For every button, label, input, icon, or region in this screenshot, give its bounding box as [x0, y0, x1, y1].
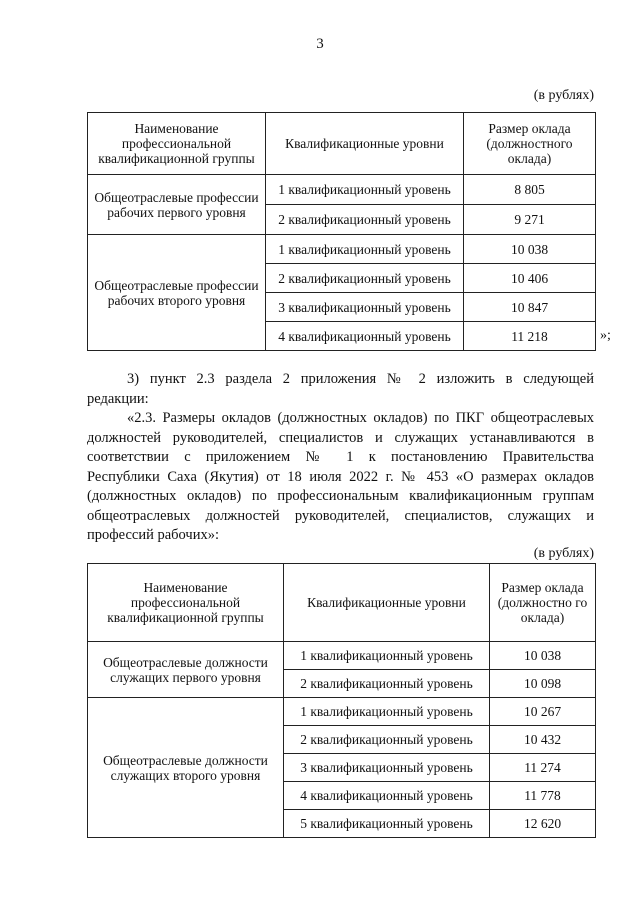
salary-cell: 11 274: [490, 754, 596, 782]
paragraph-line: 3) пункт 2.3 раздела 2 приложения № 2 изложить в следующей: [127, 371, 594, 387]
level-cell: 1 квалификационный уровень: [266, 235, 464, 264]
salary-cell: 9 271: [464, 205, 596, 235]
salary-cell: 11 778: [490, 782, 596, 810]
table-row: [88, 642, 596, 670]
salary-cell: 10 406: [464, 264, 596, 293]
table2-header-row: [88, 564, 596, 642]
paragraph-line: «2.3. Размеры окладов (должностных окладов) по ПКГ общеотраслевых: [127, 410, 594, 426]
table1-header-group: Наименование профессиональной квалификационной группы: [88, 113, 266, 175]
level-cell: 1 квалификационный уровень: [284, 642, 490, 670]
level-cell: 5 квалификационный уровень: [284, 810, 490, 838]
level-cell: 4 квалификационный уровень: [284, 782, 490, 810]
salary-cell: 10 432: [490, 726, 596, 754]
table2-header-salary: Размер оклада (должностно го оклада): [490, 564, 596, 642]
table-row: [88, 175, 596, 205]
group-name-cell: Общеотраслевые профессии рабочих второго уровня: [88, 235, 266, 351]
table2-unit-label: (в рублях): [533, 546, 594, 561]
table1-salary-table: [87, 112, 596, 351]
salary-cell: 8 805: [464, 175, 596, 205]
table2-salary-table: [87, 563, 596, 838]
table1-header-level: Квалификационные уровни: [266, 113, 464, 175]
paragraph-line: соответствии с приложением № 1 к постановлению Правительства: [87, 449, 594, 465]
page-number: 3: [316, 36, 324, 52]
salary-cell: 10 098: [490, 670, 596, 698]
group-name-cell: Общеотраслевые профессии рабочих первого уровня: [88, 175, 266, 235]
salary-cell: 10 267: [490, 698, 596, 726]
level-cell: 1 квалификационный уровень: [266, 175, 464, 205]
salary-cell: 10 847: [464, 293, 596, 322]
group-name-cell: Общеотраслевые должности служащих второго уровня: [88, 698, 284, 838]
table1-header-row: [88, 113, 596, 175]
group-name-cell: Общеотраслевые должности служащих первого уровня: [88, 642, 284, 698]
level-cell: 3 квалификационный уровень: [266, 293, 464, 322]
table1-closing-quote: »;: [600, 328, 611, 343]
salary-cell: 11 218: [464, 322, 596, 351]
paragraph-line: общеотраслевых должностей руководителей, специалистов, служащих и: [87, 507, 594, 524]
level-cell: 1 квалификационный уровень: [284, 698, 490, 726]
salary-cell: 12 620: [490, 810, 596, 838]
paragraph-line: (должностных окладов) по профессиональным квалификационным группам: [87, 488, 594, 504]
paragraph-line: должностей руководителей, специалистов и служащих устанавливаются в: [87, 429, 594, 446]
level-cell: 4 квалификационный уровень: [266, 322, 464, 351]
table2-header-level: Квалификационные уровни: [284, 564, 490, 642]
level-cell: 2 квалификационный уровень: [284, 726, 490, 754]
salary-cell: 10 038: [464, 235, 596, 264]
table1-header-salary: Размер оклада (должностного оклада): [464, 113, 596, 175]
table-row: [88, 698, 596, 726]
level-cell: 2 квалификационный уровень: [266, 205, 464, 235]
table1-unit-label: (в рублях): [533, 88, 594, 103]
salary-cell: 10 038: [490, 642, 596, 670]
paragraph-line: профессий рабочих»:: [87, 527, 219, 543]
level-cell: 2 квалификационный уровень: [266, 264, 464, 293]
table-row: [88, 235, 596, 264]
table2-header-group: Наименование профессиональной квалификационной группы: [88, 564, 284, 642]
level-cell: 3 квалификационный уровень: [284, 754, 490, 782]
paragraph-line: редакции:: [87, 390, 149, 407]
paragraph-line: Республики Саха (Якутия) от 18 июля 2022 г. № 453 «О размерах окладов: [87, 468, 594, 485]
level-cell: 2 квалификационный уровень: [284, 670, 490, 698]
amendment-paragraph: [87, 370, 594, 546]
